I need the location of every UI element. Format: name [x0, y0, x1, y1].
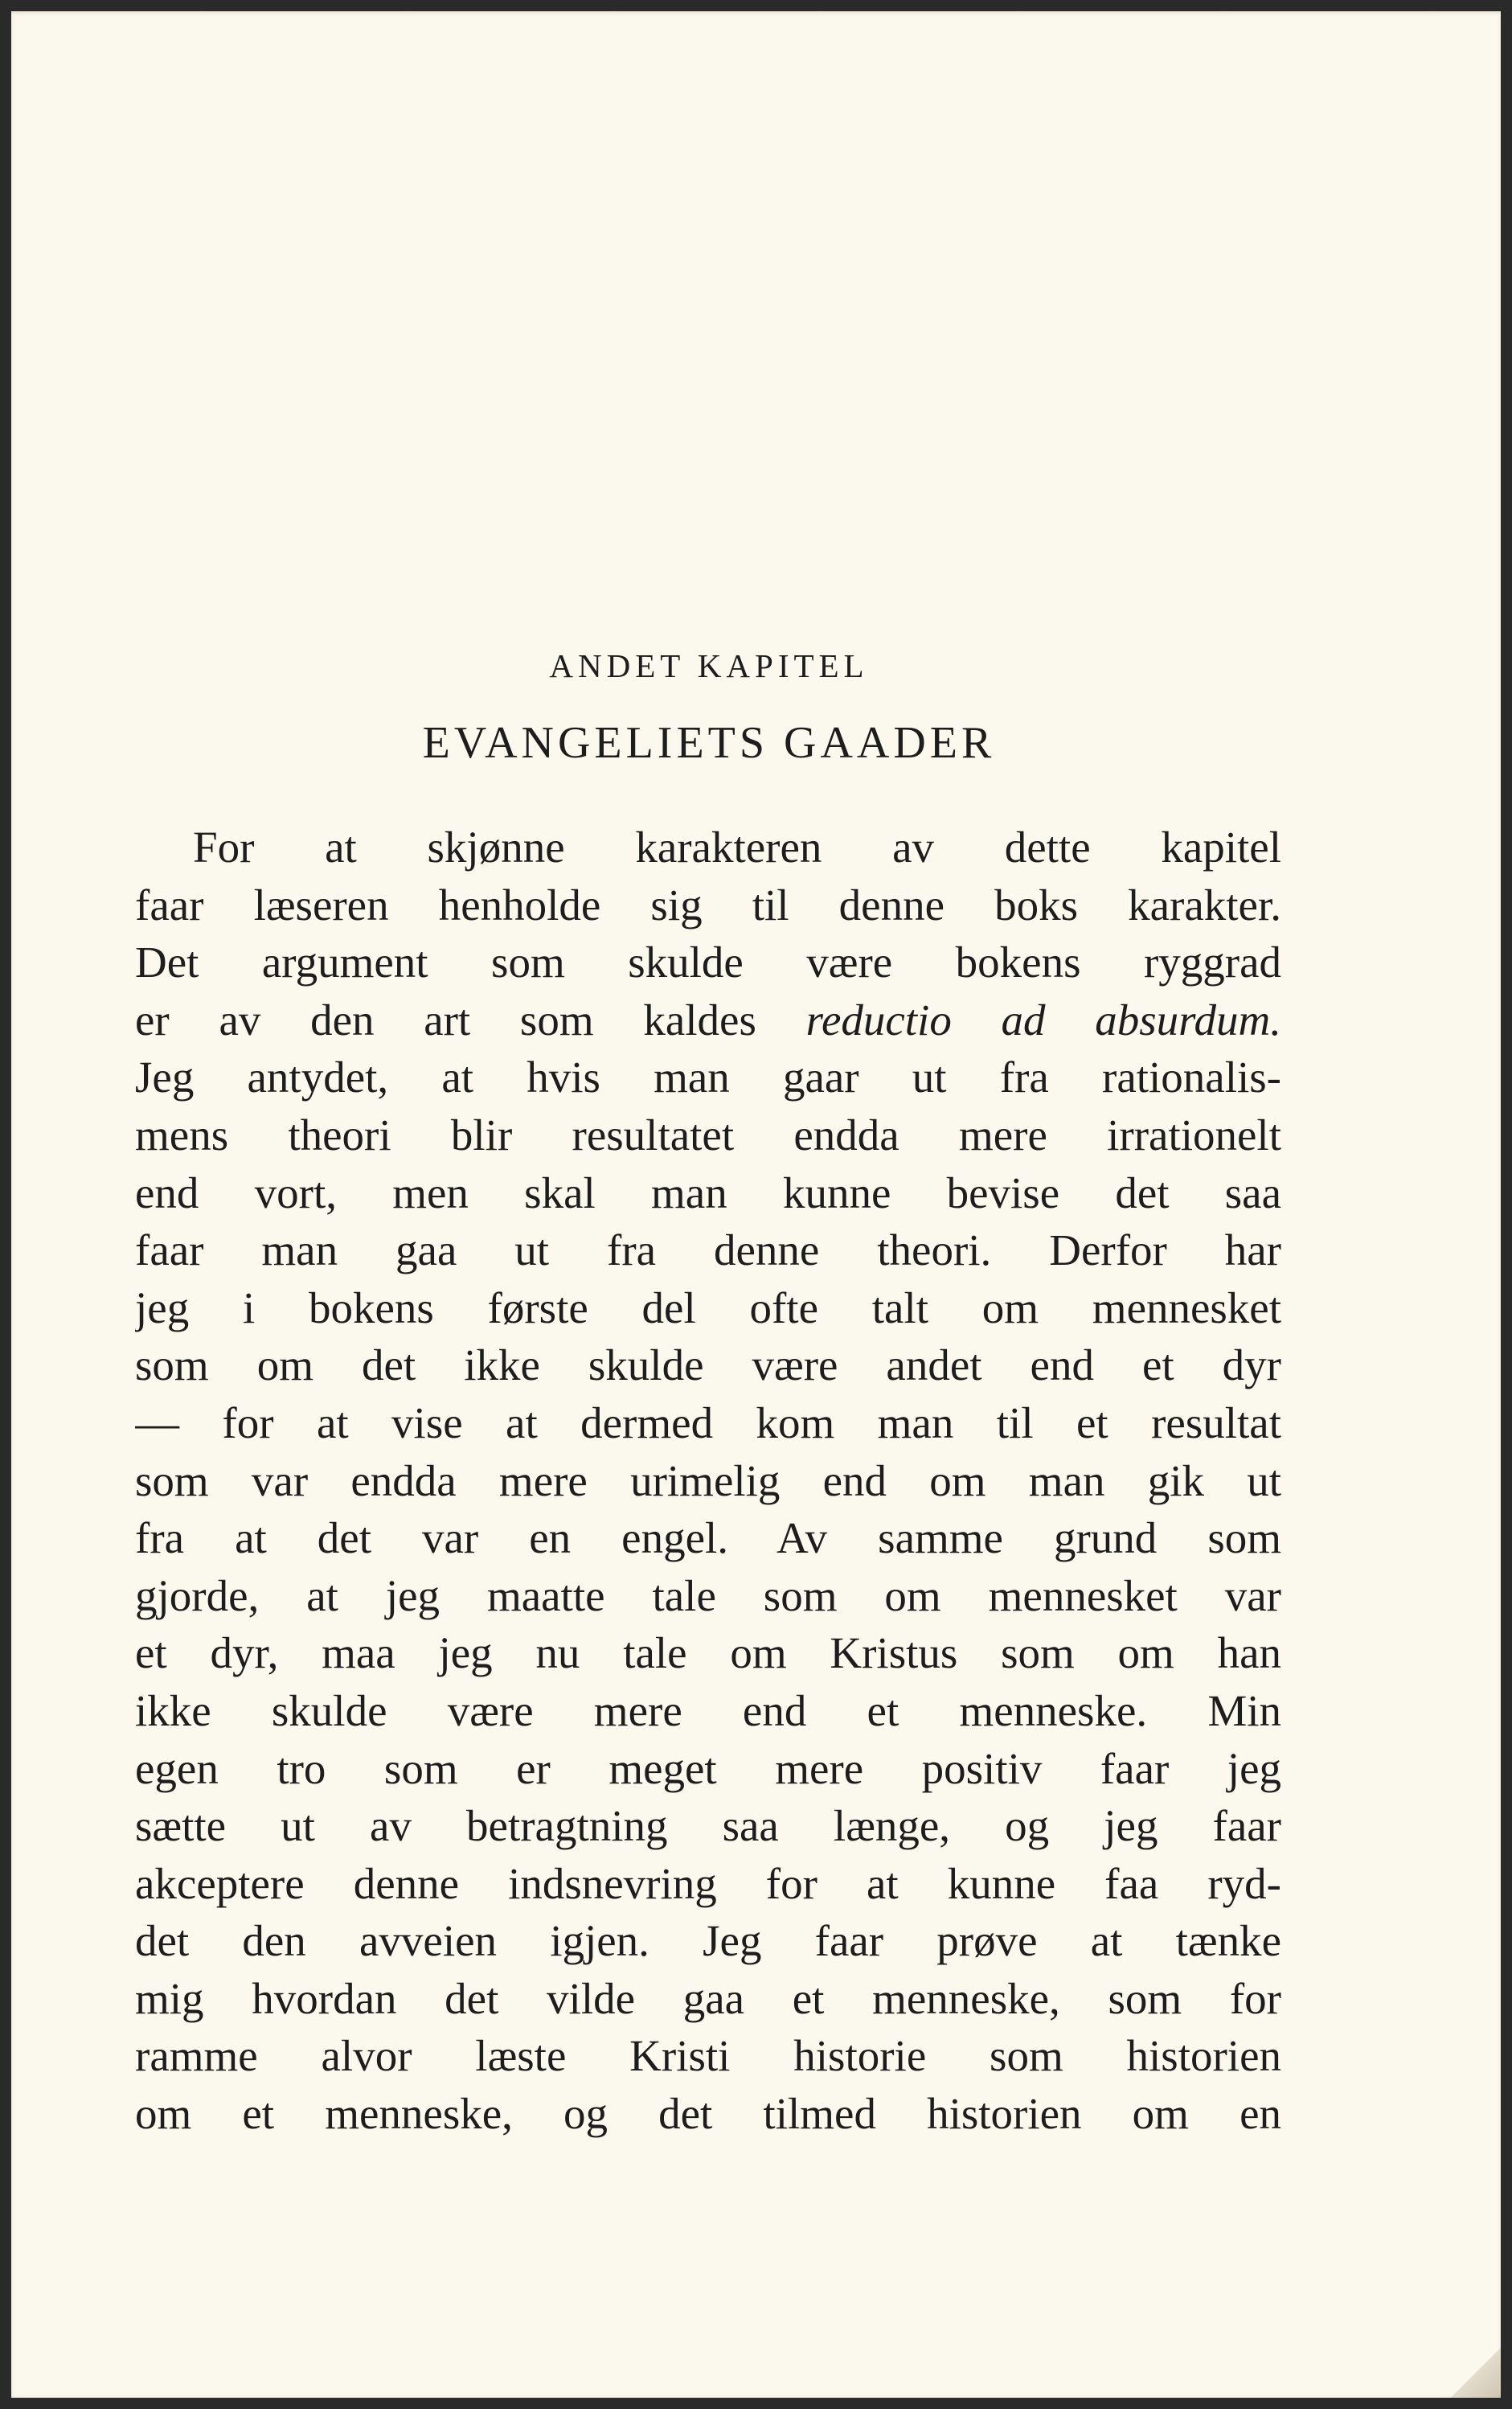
text-line: [135, 876, 1281, 934]
text-line: [135, 1106, 1281, 1164]
text-line: [135, 1049, 1281, 1106]
text-segment: faar læseren henholde sig til denne boks karakter.: [135, 880, 1281, 930]
text-segment: mens theori blir resultatet endda mere irrationelt: [135, 1110, 1281, 1159]
text-line: [135, 1509, 1281, 1567]
text-segment: — for at vise at dermed kom man til et resultat: [135, 1397, 1281, 1447]
text-line: [135, 1452, 1281, 1510]
text-line: [135, 1221, 1281, 1279]
text-segment: som om det ikke skulde være andet end et dyr: [135, 1340, 1281, 1390]
chapter-label: ANDET KAPITEL: [549, 647, 869, 684]
text-line: [135, 1855, 1281, 1913]
text-line: [135, 2085, 1281, 2143]
text-segment: For at skjønne karakteren av dette kapitel: [193, 823, 1281, 872]
text-segment: sætte ut av betragtning saa længe, og jeg faar: [135, 1801, 1281, 1851]
text-line: [135, 1394, 1281, 1452]
text-segment: egen tro som er meget mere positiv faar jeg: [135, 1743, 1281, 1793]
page-top-edge: [11, 11, 1501, 16]
chapter-title: EVANGELIETS GAADER: [422, 718, 996, 768]
page-corner-curl: [1444, 2341, 1501, 2398]
text-segment: end vort, men skal man kunne bevise det saa: [135, 1168, 1281, 1217]
text-segment: ikke skulde være mere end et menneske. Min: [135, 1685, 1281, 1735]
text-line: [135, 819, 1281, 876]
text-line: [135, 1740, 1281, 1798]
text-line: [135, 1682, 1281, 1740]
text-segment: fra at det var en engel. Av samme grund som: [135, 1513, 1281, 1563]
text-line: [135, 1164, 1281, 1222]
text-line: [135, 1970, 1281, 2028]
text-segment: Det argument som skulde være bokens ryggrad: [135, 938, 1281, 987]
text-segment: det den avveien igjen. Jeg faar prøve at tænke: [135, 1916, 1281, 1966]
text-segment: om et menneske, og det tilmed historien om en: [135, 2089, 1281, 2139]
text-line: [135, 1336, 1281, 1394]
text-segment: som var endda mere urimelig end om man gik ut: [135, 1455, 1281, 1505]
text-segment: gjorde, at jeg maatte tale som om mennesket var: [135, 1570, 1281, 1620]
text-line: [135, 991, 1281, 1049]
chapter-body-text: [135, 819, 1281, 2143]
text-segment: ramme alvor læste Kristi historie som historien: [135, 2031, 1281, 2081]
text-segment: et dyr, maa jeg nu tale om Kristus som om han: [135, 1628, 1281, 1678]
text-line: [135, 934, 1281, 991]
text-segment: akceptere denne indsnevring for at kunne faa ryd-: [135, 1858, 1281, 1908]
text-line: [135, 2027, 1281, 2085]
text-segment: jeg i bokens første del ofte talt om mennesket: [135, 1282, 1281, 1332]
text-line: [135, 1797, 1281, 1855]
text-line: [135, 1279, 1281, 1337]
text-segment: mig hvordan det vilde gaa et menneske, som for: [135, 1973, 1281, 2023]
text-line: [135, 1912, 1281, 1970]
italic-phrase: reductio ad absurdum.: [805, 995, 1281, 1044]
book-page: [11, 11, 1501, 2398]
text-segment: er av den art som kaldes: [135, 995, 806, 1044]
text-line: [135, 1624, 1281, 1682]
text-line: [135, 1567, 1281, 1625]
text-segment: Jeg antydet, at hvis man gaar ut fra rationalis-: [135, 1053, 1281, 1102]
text-segment: faar man gaa ut fra denne theori. Derfor har: [135, 1225, 1281, 1275]
